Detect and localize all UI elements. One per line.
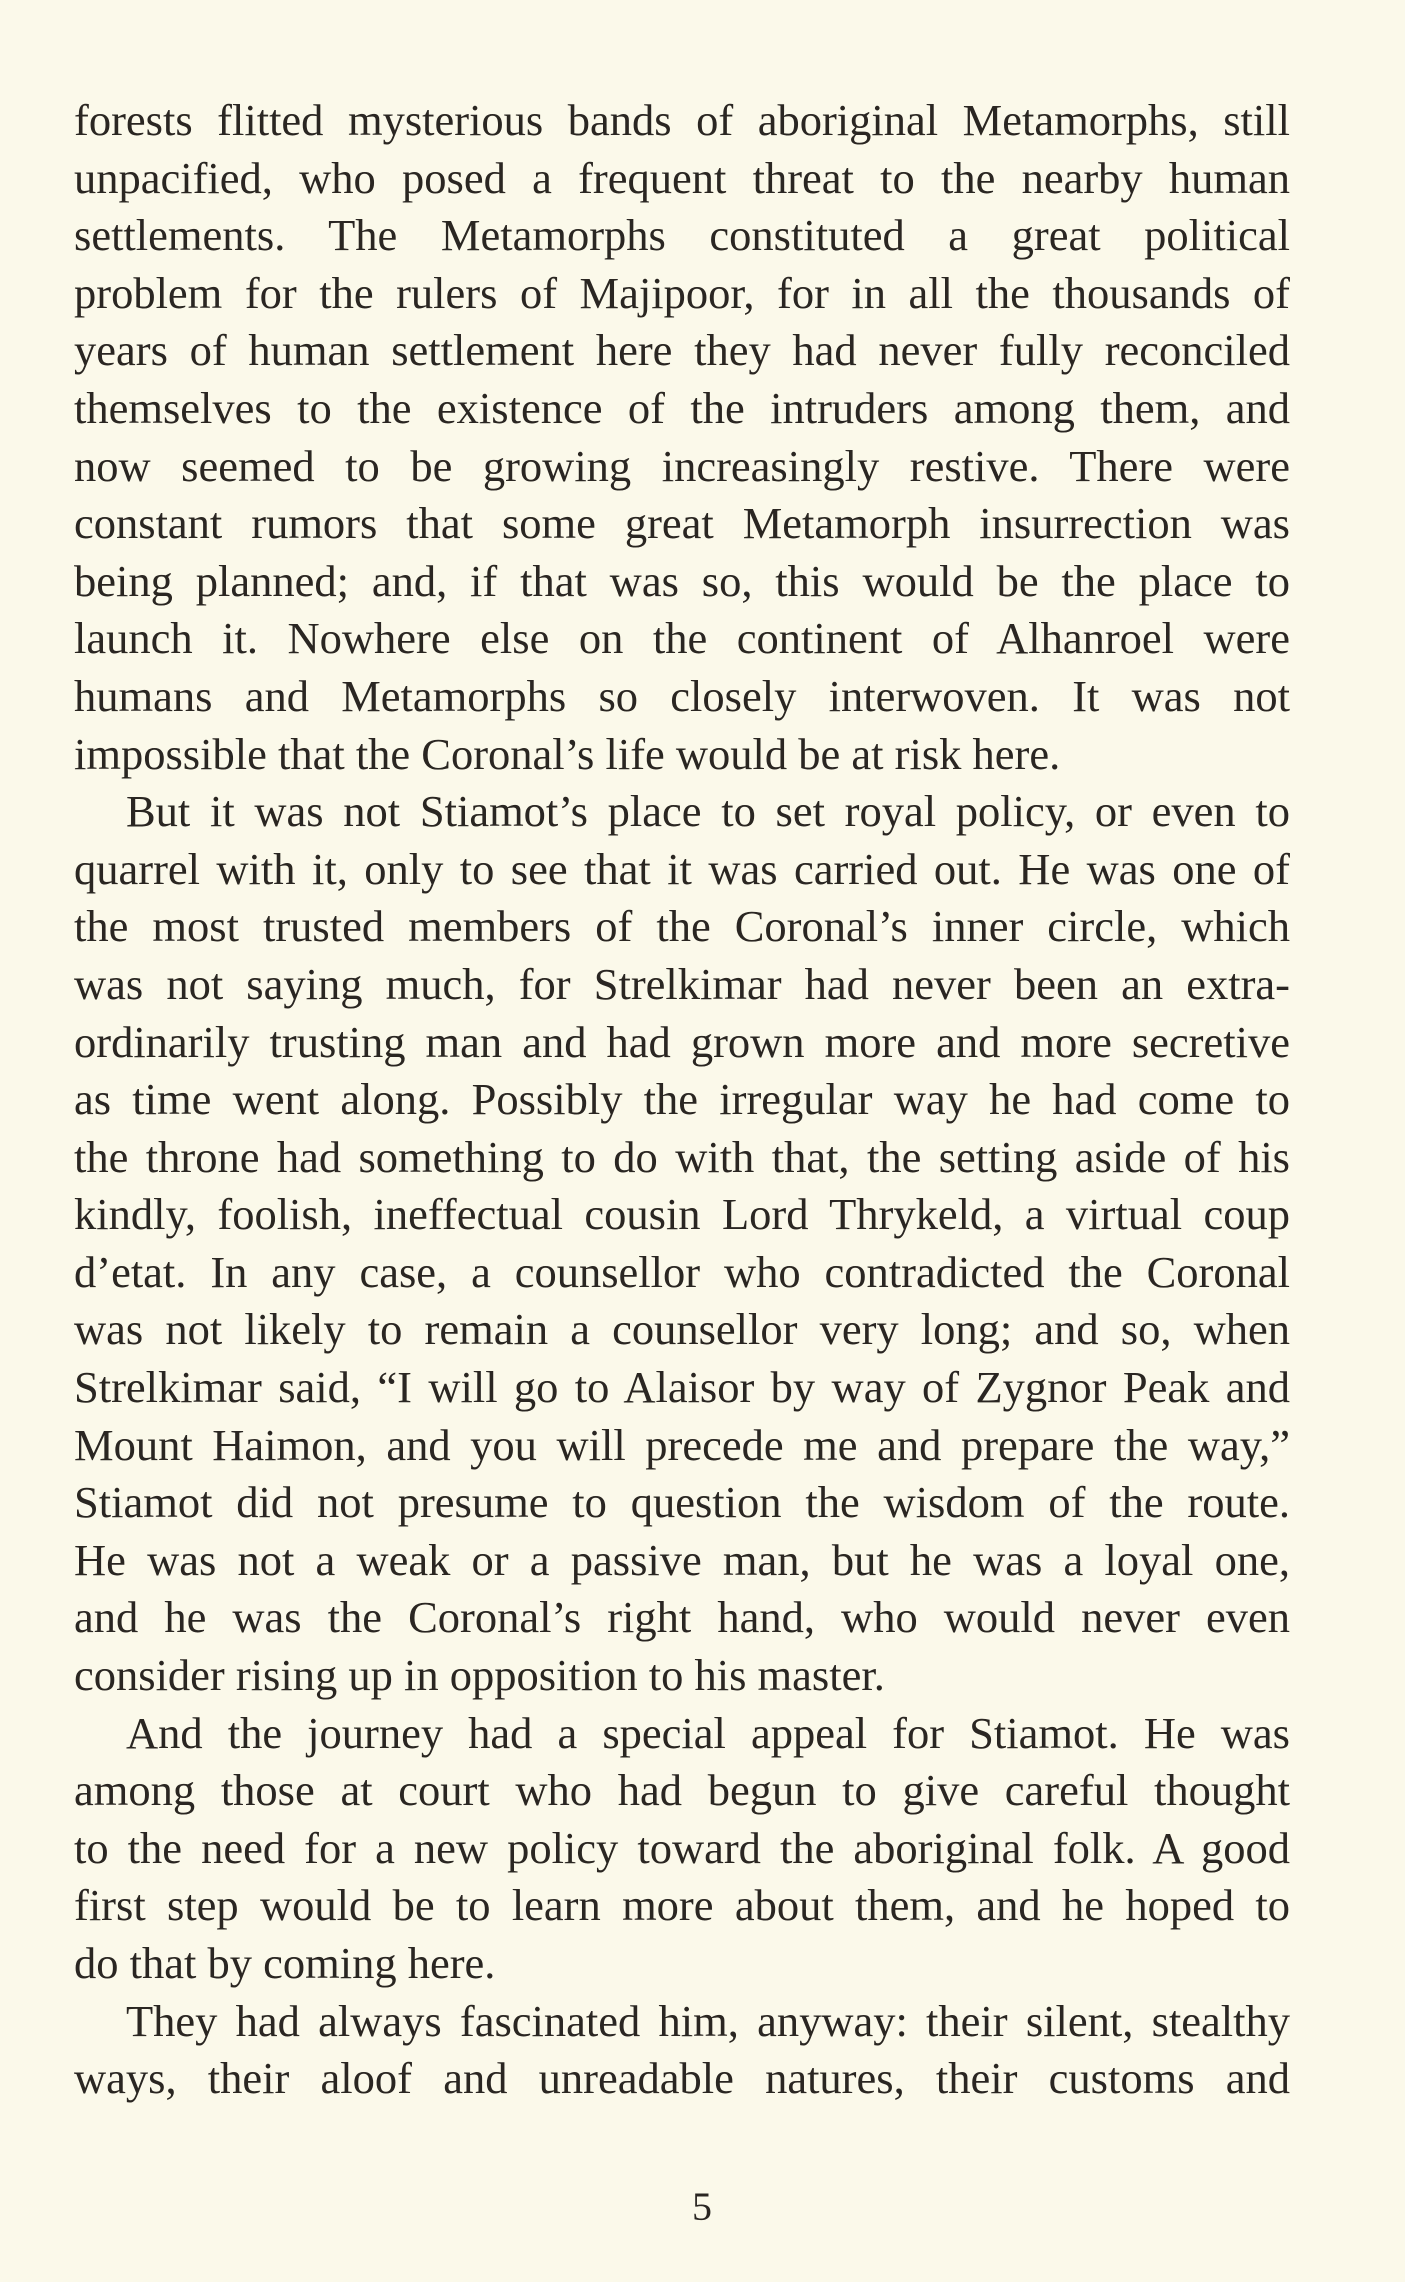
text-line: being planned; and, if that was so, this would be the place to — [74, 555, 1290, 606]
text-line: ordinarily trusting man and had grown more and more secretive — [74, 1016, 1290, 1067]
text-line: settlements. The Metamorphs constituted a great political — [74, 210, 1290, 261]
text-line: among those at court who had begun to give careful thought — [74, 1765, 1290, 1816]
text-line: Stiamot did not presume to question the wisdom of the route. — [74, 1477, 1290, 1528]
text-line: Mount Haimon, and you will precede me and prepare the way,” — [74, 1419, 1290, 1470]
text-line: was not saying much, for Strelkimar had never been an extra- — [74, 958, 1290, 1009]
text-line: themselves to the existence of the intruders among them, and — [74, 382, 1290, 433]
text-line: now seemed to be growing increasingly restive. There were — [74, 440, 1290, 491]
text-line: first step would be to learn more about them, and he hoped to — [74, 1880, 1290, 1931]
text-line: And the journey had a special appeal for Stiamot. He was — [126, 1707, 1290, 1758]
text-line: to the need for a new policy toward the aboriginal folk. A good — [74, 1822, 1290, 1873]
paragraph-2 — [74, 783, 1290, 1705]
text-line: humans and Metamorphs so closely interwoven. It was not — [74, 670, 1290, 721]
text-line: kindly, foolish, ineffectual cousin Lord Thrykeld, a virtual coup — [74, 1189, 1290, 1240]
text-line: was not likely to remain a counsellor very long; and so, when — [74, 1304, 1290, 1355]
text-line: consider rising up in opposition to his master. — [74, 1650, 885, 1701]
paragraph-3 — [74, 1705, 1290, 1993]
text-line: forests flitted mysterious bands of aboriginal Metamorphs, still — [74, 95, 1290, 145]
text-line: and he was the Coronal’s right hand, who would never even — [74, 1592, 1290, 1643]
text-line: unpacified, who posed a frequent threat to the nearby human — [74, 152, 1290, 203]
text-line: years of human settlement here they had never fully reconciled — [74, 325, 1290, 376]
paragraph-4 — [74, 1993, 1290, 2108]
text-line: constant rumors that some great Metamorph insurrection was — [74, 498, 1290, 549]
text-line: He was not a weak or a passive man, but he was a loyal one, — [74, 1534, 1290, 1585]
text-line: as time went along. Possibly the irregular way he had come to — [74, 1074, 1290, 1125]
text-line: They had always fascinated him, anyway: their silent, stealthy — [126, 1995, 1290, 2046]
text-line: problem for the rulers of Majipoor, for in all the thousands of — [74, 267, 1290, 318]
text-line: d’etat. In any case, a counsellor who contradicted the Coronal — [74, 1246, 1290, 1297]
book-page — [74, 92, 1290, 2108]
page-number: 5 — [692, 2184, 713, 2229]
text-line: launch it. Nowhere else on the continent of Alhanroel were — [74, 613, 1290, 664]
text-line: the throne had something to do with that, the setting aside of his — [74, 1131, 1290, 1182]
text-line: impossible that the Coronal’s life would be at risk here. — [74, 728, 1061, 779]
text-line: quarrel with it, only to see that it was carried out. He was one of — [74, 843, 1290, 894]
text-line: But it was not Stiamot’s place to set royal policy, or even to — [126, 786, 1290, 837]
text-line: do that by coming here. — [74, 1938, 496, 1988]
text-line: Strelkimar said, “I will go to Alaisor by way of Zygnor Peak and — [74, 1362, 1290, 1413]
text-line: the most trusted members of the Coronal’s inner circle, which — [74, 901, 1290, 952]
paragraph-1 — [74, 92, 1290, 783]
text-line: ways, their aloof and unreadable natures, their customs and — [74, 2053, 1290, 2104]
